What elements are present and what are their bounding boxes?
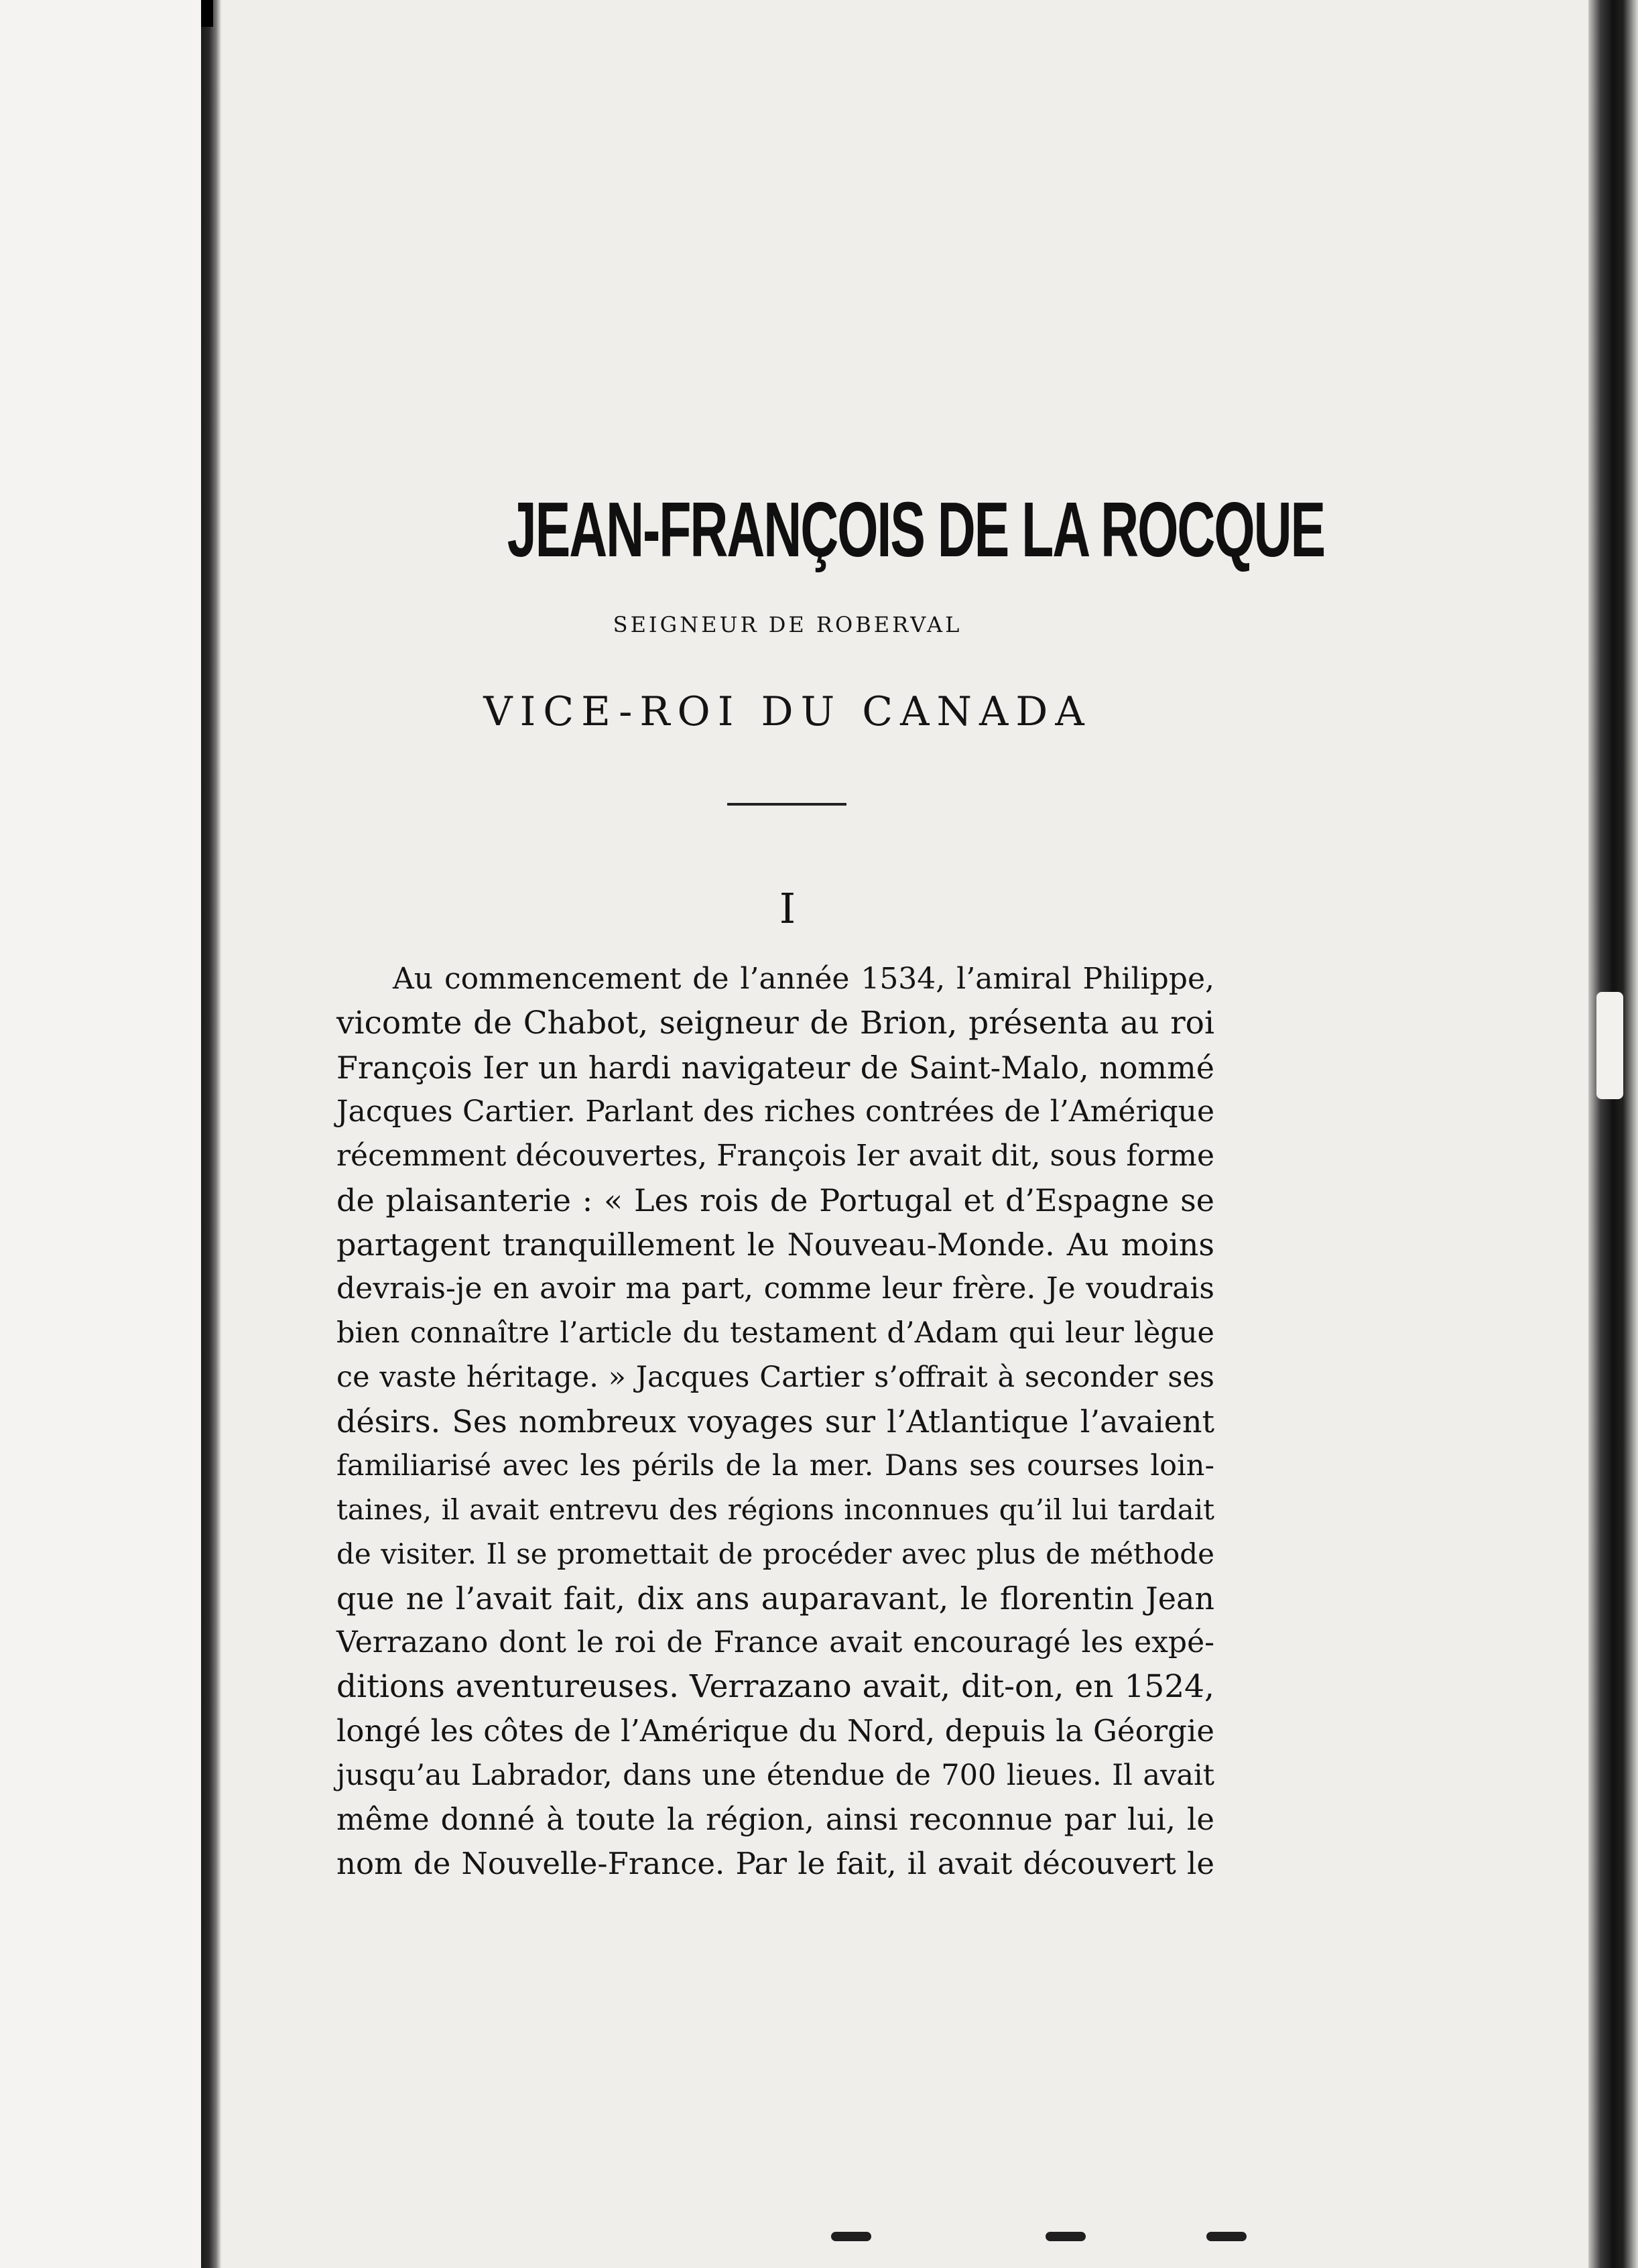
body-line: de plaisanterie : « Les rois de Portugal et d’Espagne se bbox=[336, 1182, 1214, 1218]
body-line: bien connaître l’article du testament d’Adam qui leur lègue bbox=[336, 1316, 1214, 1350]
body-line: Jacques Cartier. Parlant des riches contrées de l’Amérique bbox=[336, 1094, 1214, 1129]
body-line: désirs. Ses nombreux voyages sur l’Atlantique l’avaient bbox=[336, 1403, 1214, 1440]
scan-left-margin bbox=[0, 0, 201, 2268]
body-line: nom de Nouvelle-France. Par le fait, il avait découvert le bbox=[336, 1846, 1214, 1881]
scan-right-edge bbox=[1588, 0, 1638, 2268]
body-text bbox=[336, 957, 1214, 1886]
body-line: ditions aventureuses. Verrazano avait, dit-on, en 1524, bbox=[336, 1668, 1214, 1705]
section-numeral: I bbox=[779, 884, 796, 933]
scan-corner-mark bbox=[201, 0, 213, 27]
body-line: familiarisé avec les périls de la mer. Dans ses courses loin- bbox=[336, 1449, 1214, 1483]
page-title: JEAN-FRANÇOIS DE LA ROCQUE bbox=[507, 486, 1325, 573]
body-line: vicomte de Chabot, seigneur de Brion, présenta au roi bbox=[336, 1005, 1214, 1042]
scan-right-notch bbox=[1596, 992, 1623, 1099]
scan-bottom-mark bbox=[831, 2232, 871, 2241]
page-heading: VICE-ROI DU CANADA bbox=[483, 688, 1092, 735]
title-divider bbox=[727, 803, 846, 806]
body-line: longé les côtes de l’Amérique du Nord, depuis la Géorgie bbox=[336, 1713, 1214, 1749]
scan-bottom-mark bbox=[1046, 2232, 1086, 2241]
body-line: partagent tranquillement le Nouveau-Monde. Au moins bbox=[336, 1226, 1214, 1263]
body-line: devrais-je en avoir ma part, comme leur frère. Je voudrais bbox=[336, 1271, 1214, 1306]
body-line: même donné à toute la région, ainsi reconnue par lui, le bbox=[336, 1802, 1214, 1837]
body-line: jusqu’au Labrador, dans une étendue de 700 lieues. Il avait bbox=[336, 1759, 1214, 1792]
body-line: récemment découvertes, François Ier avait dit, sous forme bbox=[336, 1139, 1214, 1173]
body-line: de visiter. Il se promettait de procéder avec plus de méthode bbox=[336, 1537, 1214, 1570]
scan-binding-shadow bbox=[201, 0, 221, 2268]
body-line: François Ier un hardi navigateur de Saint-Malo, nommé bbox=[336, 1050, 1214, 1086]
body-line: que ne l’avait fait, dix ans auparavant, le florentin Jean bbox=[336, 1580, 1214, 1617]
body-line: ce vaste héritage. » Jacques Cartier s’offrait à seconder ses bbox=[336, 1361, 1214, 1394]
body-line: taines, il avait entrevu des régions inconnues qu’il lui tardait bbox=[336, 1493, 1214, 1526]
scan-bottom-mark bbox=[1206, 2232, 1247, 2241]
page-subtitle: SEIGNEUR DE ROBERVAL bbox=[613, 612, 962, 637]
body-line: Au commencement de l’année 1534, l’amiral Philippe, bbox=[393, 962, 1214, 996]
body-line: Verrazano dont le roi de France avait encouragé les expé- bbox=[336, 1625, 1214, 1659]
